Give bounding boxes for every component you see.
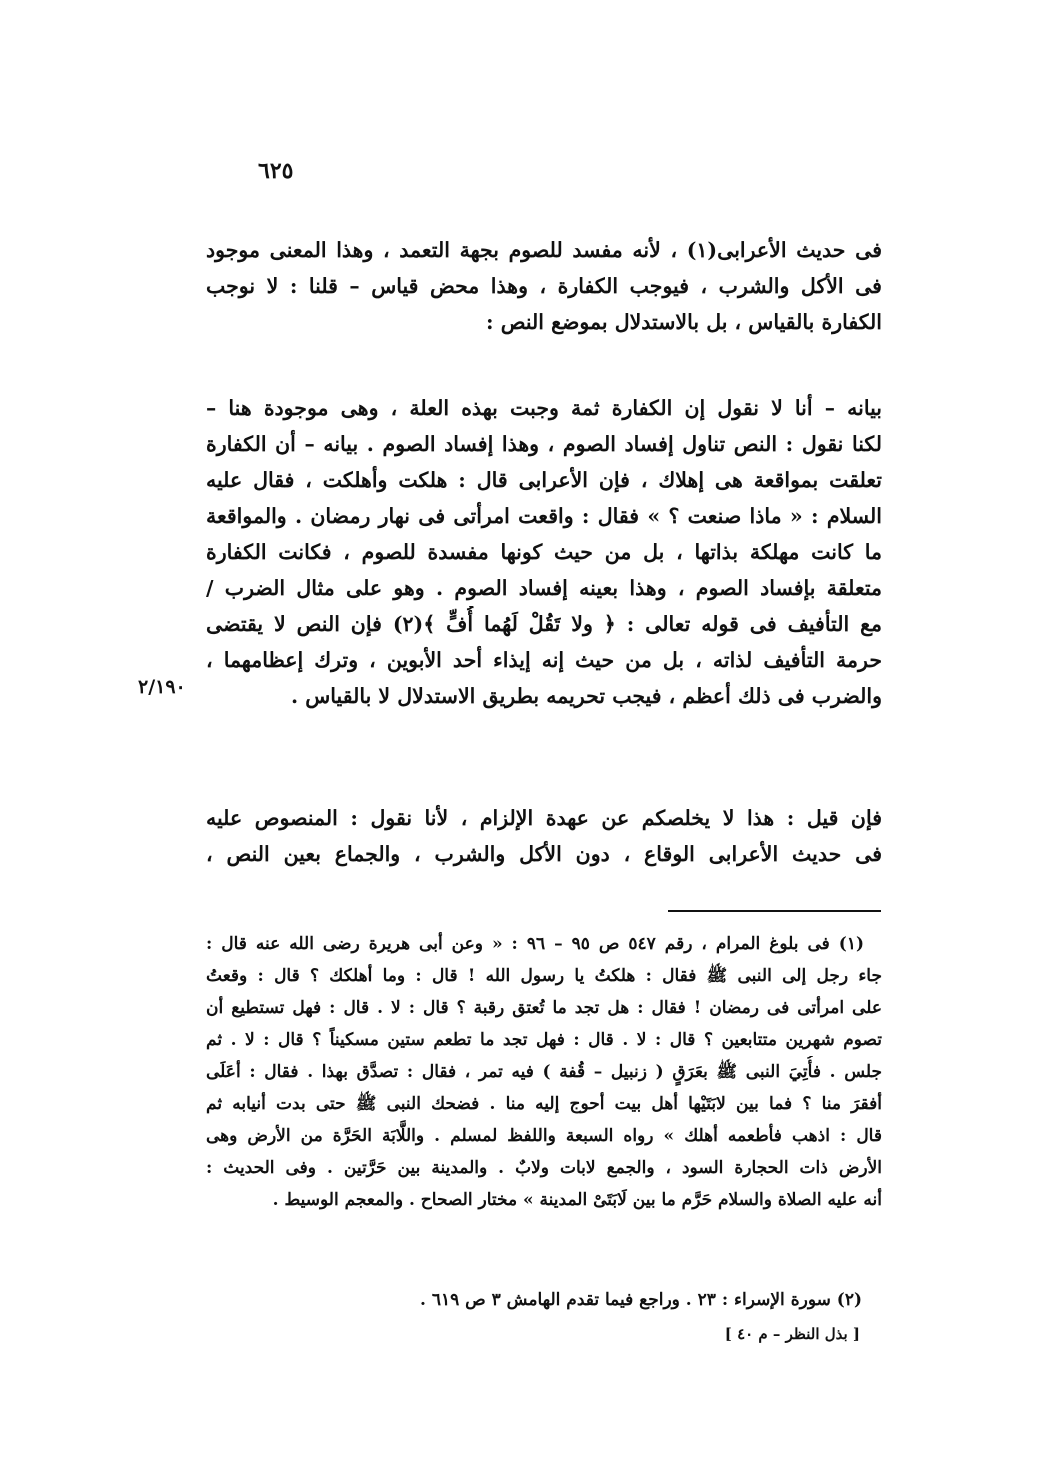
text-line: حرمة التأفيف لذاته ، بل من حيث إنه إيذاء أحد الأبوين ، وترك إعظامهما ، — [206, 648, 882, 672]
text-line: متعلقة بإفساد الصوم ، وهذا بعينه إفساد الصوم . وهو على مثال الضرب / — [206, 576, 882, 600]
margin-page-reference: ٢/١٩٠ — [138, 676, 186, 698]
text-line: الكفارة بالقياس ، بل بالاستدلال بموضع النص : — [486, 310, 882, 334]
paragraph-2 — [206, 390, 882, 714]
text-line: بيانه – أنا لا نقول إن الكفارة ثمة وجبت بهذه العلة ، وهى موجودة هنا – — [206, 396, 882, 420]
text-line: ما كانت مهلكة بذاتها ، بل من حيث كونها مفسدة للصوم ، فكانت الكفارة — [206, 540, 882, 564]
text-line: فى حديث الأعرابى الوقاع ، دون الأكل والشرب ، والجماع بعين النص ، — [206, 842, 882, 866]
footnote-line: جلس . فأُتِيَ النبى ﷺ بعَرَقٍ ( زنبيل – قُفة ) فيه تمر ، فقال : تصدَّق بهذا . فقال : أعَلَى — [206, 1062, 882, 1082]
text-line: لكنا نقول : النص تناول إفساد الصوم ، وهذا إفساد الصوم . بيانه – أن الكفارة — [206, 432, 882, 456]
footnote-line: تصوم شهرين متتابعين ؟ قال : لا . قال : فهل تجد ما تطعم ستين مسكيناً ؟ قال : لا . ثم — [206, 1030, 882, 1050]
text-line: والضرب فى ذلك أعظم ، فيجب تحريمه بطريق الاستدلال لا بالقياس . — [290, 684, 882, 708]
footnote-2: (٢) سورة الإسراء : ٢٣ . وراجع فيما تقدم الهامش ٣ ص ٦١٩ . — [419, 1290, 862, 1310]
footnote-line: قال : اذهب فأطعمه أهلك » رواه السبعة واللفظ لمسلم . واللَّابَة الحَرَّة من الأرض وهى — [206, 1126, 882, 1146]
footnote-line: جاء رجل إلى النبى ﷺ فقال : هلكتُ يا رسول الله ! قال : وما أهلكك ؟ قال : وقعتُ — [206, 966, 882, 986]
text-line: فى الأكل والشرب ، فيوجب الكفارة ، وهذا محض قياس – قلنا : لا نوجب — [206, 274, 882, 298]
paragraph-3 — [206, 800, 882, 872]
text-line: السلام : « ماذا صنعت ؟ » فقال : واقعت امرأتى فى نهار رمضان . والمواقعة — [206, 504, 882, 528]
footnote-separator — [668, 910, 881, 912]
text-line: فى حديث الأعرابى(١) ، لأنه مفسد للصوم بجهة التعمد ، وهذا المعنى موجود — [206, 238, 882, 262]
footnote-line: على امرأتى فى رمضان ! فقال : هل تجد ما تُعتق رقبة ؟ قال : لا . قال : فهل تستطيع أن — [206, 998, 882, 1018]
footnote-line: أفقرَ منا ؟ فما بين لابَتَيْها أهل بيت أحوج إليه منا . فضحك النبى ﷺ حتى بدت أنيابه ثم — [206, 1094, 882, 1114]
footnote-1 — [206, 928, 882, 1216]
footnote-line: أنه عليه الصلاة والسلام حَرَّم ما بين لَابَتَىْ المدينة » مختار الصحاح . والمعجم الوسيط . — [272, 1190, 882, 1210]
footnote-line: (١) فى بلوغ المرام ، رقم ٥٤٧ ص ٩٥ – ٩٦ : « وعن أبى هريرة رضى الله عنه قال : — [206, 934, 865, 954]
footnote-line: الأرض ذات الحجارة السود ، والجمع لابات ولابٌ . والمدينة بين حَرَّتين . وفى الحديث : — [206, 1158, 882, 1178]
printer-signature: [ بذل النظر – م ٤٠ ] — [724, 1325, 860, 1343]
text-line: تعلقت بمواقعة هى إهلاك ، فإن الأعرابى قال : هلكت وأهلكت ، فقال عليه — [206, 468, 882, 492]
text-line: فإن قيل : هذا لا يخلصكم عن عهدة الإلزام ، لأنا نقول : المنصوص عليه — [206, 806, 882, 830]
paragraph-1 — [206, 232, 882, 340]
page-number: ٦٢٥ — [258, 158, 294, 184]
text-line: مع التأفيف فى قوله تعالى : ﴿ ولا تَقُلْ لَهُما أُفٍّ ﴾(٢) فإن النص لا يقتضى — [206, 612, 882, 636]
